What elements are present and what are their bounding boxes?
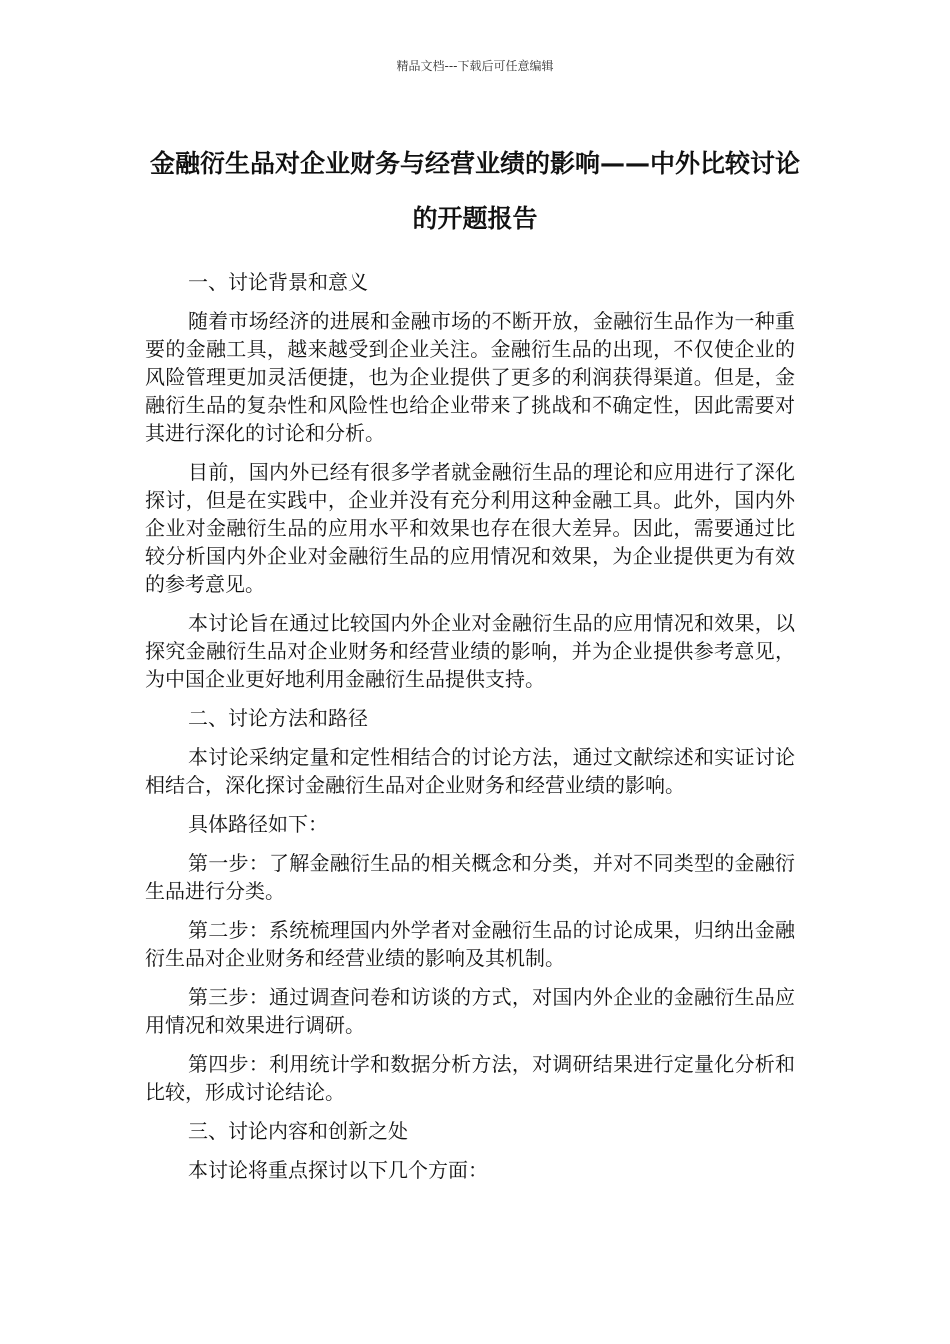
document-body xyxy=(145,268,795,1195)
section-2-step-2: 第二步：系统梳理国内外学者对金融衍生品的讨论成果，归纳出金融衍生品对企业财务和经营业绩的影响及其机制。 xyxy=(145,918,795,970)
section-1-paragraph-1: 随着市场经济的进展和金融市场的不断开放，金融衍生品作为一种重要的金融工具，越来越受到企业关注。金融衍生品的出现，不仅使企业的风险管理更加灵活便捷，也为企业提供了更多的利润获得渠道。但是，金融衍生品的复杂性和风险性也给企业带来了挑战和不确定性，因此需要对其进行深化的讨论和分析。 xyxy=(145,309,795,445)
section-2-step-3: 第三步：通过调查问卷和访谈的方式，对国内外企业的金融衍生品应用情况和效果进行调研。 xyxy=(145,985,795,1037)
document-title: 金融衍生品对企业财务与经营业绩的影响——中外比较讨论的开题报告 xyxy=(149,149,800,233)
section-1-heading: 一、讨论背景和意义 xyxy=(188,270,368,294)
header-note: 精品文档---下载后可任意编辑 xyxy=(396,59,554,73)
section-3-paragraph-1: 本讨论将重点探讨以下几个方面： xyxy=(188,1158,488,1182)
section-1-paragraph-2: 目前，国内外已经有很多学者就金融衍生品的理论和应用进行了深化探讨，但是在实践中，企业并没有充分利用这种金融工具。此外，国内外企业对金融衍生品的应用水平和效果也存在很大差异。因此，需要通过比较分析国内外企业对金融衍生品的应用情况和效果，为企业提供更为有效的参考意见。 xyxy=(145,460,795,596)
section-3-heading: 三、讨论内容和创新之处 xyxy=(188,1119,408,1143)
section-2-step-1: 第一步：了解金融衍生品的相关概念和分类，并对不同类型的金融衍生品进行分类。 xyxy=(145,851,795,903)
section-2-step-4: 第四步：利用统计学和数据分析方法，对调研结果进行定量化分析和比较，形成讨论结论。 xyxy=(145,1052,795,1104)
section-2-paragraph-1: 本讨论采纳定量和定性相结合的讨论方法，通过文献综述和实证讨论相结合，深化探讨金融衍生品对企业财务和经营业绩的影响。 xyxy=(145,745,795,797)
section-2-heading: 二、讨论方法和路径 xyxy=(188,706,368,730)
section-1-paragraph-3: 本讨论旨在通过比较国内外企业对金融衍生品的应用情况和效果，以探究金融衍生品对企业财务和经营业绩的影响，并为企业提供参考意见，为中国企业更好地利用金融衍生品提供支持。 xyxy=(145,611,795,691)
section-2-paragraph-2: 具体路径如下： xyxy=(188,812,328,836)
